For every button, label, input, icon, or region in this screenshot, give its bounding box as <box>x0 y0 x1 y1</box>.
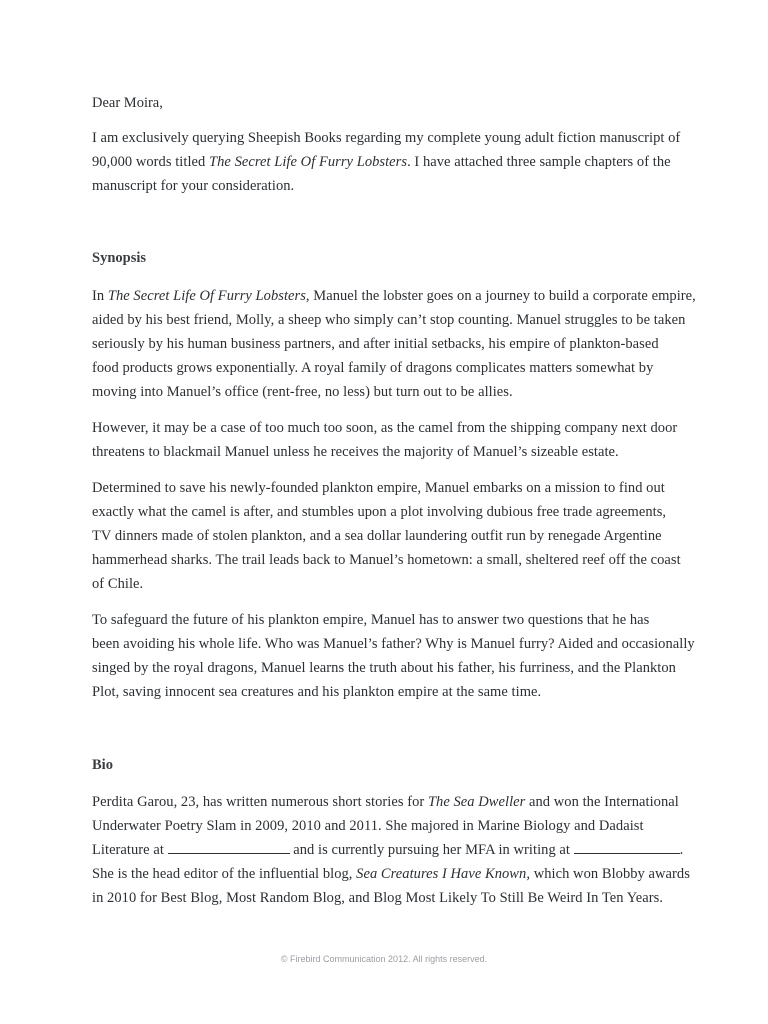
text-line: However, it may be a case of too much too soon, as the camel from the shipping company next door <box>92 420 678 436</box>
text-line: singed by the royal dragons, Manuel learns the truth about his father, his furriness, and the Plankton <box>92 660 676 676</box>
synopsis-paragraph-2 <box>92 416 682 464</box>
copyright-footer: © Firebird Communication 2012. All rights reserved. <box>280 954 488 964</box>
text-line: 90,000 words titled The Secret Life Of Furry Lobsters. I have attached three sample chapters of the <box>92 154 671 170</box>
text-line: aided by his best friend, Molly, a sheep who simply can’t stop counting. Manuel struggles to be taken <box>92 312 686 328</box>
text-line: Underwater Poetry Slam in 2009, 2010 and 2011. She majored in Marine Biology and Dadaist <box>92 818 644 834</box>
synopsis-paragraph-1 <box>92 284 696 404</box>
text-line: To safeguard the future of his plankton empire, Manuel has to answer two questions that he has <box>92 612 650 628</box>
manuscript-title: The Secret Life Of Furry Lobsters <box>209 154 408 170</box>
synopsis-paragraph-4 <box>92 608 695 704</box>
text-line: been avoiding his whole life. Who was Manuel’s father? Why is Manuel furry? Aided and occasionally <box>92 636 695 652</box>
text-line: She is the head editor of the influential blog, Sea Creatures I Have Known, which won Blobby awards <box>92 866 690 882</box>
blank-line <box>574 839 680 854</box>
text-line: in 2010 for Best Blog, Most Random Blog, and Blog Most Likely To Still Be Weird In Ten Years. <box>92 890 663 906</box>
synopsis-paragraph-3 <box>92 476 682 596</box>
salutation: Dear Moira, <box>92 95 163 111</box>
text-line: hammerhead sharks. The trail leads back to Manuel’s hometown: a small, sheltered reef off the coast <box>92 552 681 568</box>
text-line: food products grows exponentially. A royal family of dragons complicates matters somewhat by <box>92 360 654 376</box>
text-line: seriously by his human business partners, and after initial setbacks, his empire of plankton-based <box>92 336 659 352</box>
bio-paragraph <box>92 790 690 910</box>
manuscript-title: The Secret Life Of Furry Lobsters, <box>107 288 310 304</box>
intro-paragraph <box>92 126 682 198</box>
text-line: exactly what the camel is after, and stumbles upon a plot involving dubious free trade agreements, <box>92 504 667 520</box>
text-line: manuscript for your consideration. <box>92 178 295 194</box>
text-line: Literature at and is currently pursuing her MFA in writing at . <box>92 838 682 862</box>
text-line: In The Secret Life Of Furry Lobsters, Manuel the lobster goes on a journey to build a corporate empire, <box>92 288 696 304</box>
publication-title: The Sea Dweller <box>427 794 526 810</box>
text-line: I am exclusively querying Sheepish Books regarding my complete young adult fiction manuscript of <box>92 130 681 146</box>
bio-heading: Bio <box>92 757 113 773</box>
text-line: of Chile. <box>92 576 144 592</box>
text-line: Perdita Garou, 23, has written numerous short stories for The Sea Dweller and won the International <box>92 794 679 810</box>
text-line: Plot, saving innocent sea creatures and his plankton empire at the same time. <box>92 684 542 700</box>
text-line: Determined to save his newly-founded plankton empire, Manuel embarks on a mission to find out <box>92 480 665 496</box>
blank-line <box>168 839 290 854</box>
text-line: TV dinners made of stolen plankton, and a sea dollar laundering outfit run by renegade Argentine <box>92 528 662 544</box>
synopsis-heading: Synopsis <box>92 250 147 266</box>
text-line: moving into Manuel’s office (rent-free, no less) but turn out to be allies. <box>92 384 513 400</box>
blog-title: Sea Creatures I Have Known, <box>356 866 531 882</box>
text-line: threatens to blackmail Manuel unless he receives the majority of Manuel’s sizeable estate. <box>92 444 619 460</box>
